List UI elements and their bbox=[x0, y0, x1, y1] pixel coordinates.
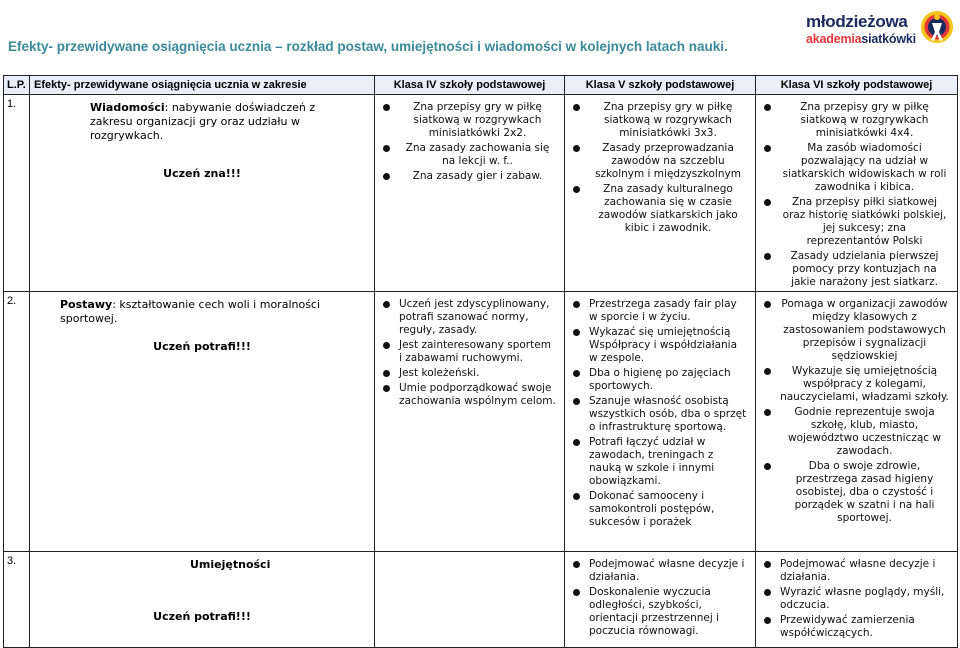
logo-line2 bbox=[806, 32, 916, 46]
table-row bbox=[4, 552, 958, 648]
list-item: Przestrzega zasady fair play w sporcie i w życiu. bbox=[589, 298, 747, 324]
class-5-cell bbox=[565, 292, 756, 552]
list-item: Podejmować własne decyzje i działania. bbox=[589, 558, 747, 584]
row-topic bbox=[30, 292, 375, 552]
class-4-cell bbox=[375, 552, 565, 648]
list-item: Zna przepisy gry w piłkę siatkową w rozgrywkach minisiatkówki 2x2. bbox=[399, 101, 556, 140]
list-item: Wyrazić własne poglądy, myśli, odczucia. bbox=[780, 586, 949, 612]
topic-description: : kształtowanie cech woli i moralności sportowej. bbox=[60, 298, 321, 325]
row-topic bbox=[30, 552, 375, 648]
uczen-label: Uczeń potrafi!!! bbox=[153, 610, 251, 623]
list-item: Zna zasady zachowania się na lekcji w. f.. bbox=[399, 142, 556, 168]
class-6-cell bbox=[756, 292, 958, 552]
table-row bbox=[4, 95, 958, 292]
list-item: Dba o higienę po zajęciach sportowych. bbox=[589, 367, 747, 393]
topic-description: : nabywanie doświadczeń z zakresu organizacji gry oraz udziału w rozgrywkach. bbox=[90, 101, 316, 142]
row-number: 2. bbox=[4, 292, 30, 552]
topic-label: Wiadomości bbox=[90, 101, 165, 114]
logo-line1: młodzieżowa bbox=[806, 12, 908, 31]
topic-label: Umiejętności bbox=[190, 558, 271, 571]
list-item: Wykazuje się umiejętnością współpracy z kolegami, nauczycielami, władzami szkoły. bbox=[780, 365, 949, 403]
list-item: Zasady udzielania pierwszej pomocy przy kontuzjach na jakie narażony jest siatkarz. bbox=[780, 250, 949, 289]
header-class-6: Klasa VI szkoły podstawowej bbox=[756, 76, 958, 95]
row-number: 3. bbox=[4, 552, 30, 648]
list-item: Dokonać samooceny i samokontroli postępów, sukcesów i porażek bbox=[589, 490, 747, 529]
list-item: Szanuje własność osobistą wszystkich osób, dba o sprzęt o infrastrukturę sportową. bbox=[589, 395, 747, 433]
list-item: Zna zasady gier i zabaw. bbox=[399, 170, 556, 183]
list-item: Przewidywać zamierzenia współćwiczących. bbox=[780, 614, 949, 640]
list-item: Umie podporządkować swoje zachowania wspólnym celom. bbox=[399, 382, 556, 407]
list-item: Wykazać się umiejętnością Współpracy i współdziałania w zespole. bbox=[589, 326, 747, 365]
class-5-cell bbox=[565, 95, 756, 292]
uczen-label: Uczeń potrafi!!! bbox=[153, 340, 251, 353]
effects-table bbox=[3, 75, 958, 648]
list-item: Uczeń jest zdyscyplinowany, potrafi szanować normy, reguły, zasady. bbox=[399, 298, 556, 337]
list-item: Doskonalenie wyczucia odległości, szybkości, orientacji przestrzennej i poczucia równowagi. bbox=[589, 586, 747, 638]
list-item: Potrafi łączyć udział w zawodach, treningach z nauką w szkole i innymi obowiązkami. bbox=[589, 436, 747, 488]
list-item: Podejmować własne decyzje i działania. bbox=[780, 558, 949, 584]
academy-logo bbox=[806, 8, 956, 52]
list-item: Zna zasady kulturalnego zachowania się w czasie zawodów siatkarskich jako kibic i zawodnik. bbox=[589, 183, 747, 235]
class-6-cell bbox=[756, 552, 958, 648]
header-topic: Efekty- przewidywane osiągnięcia ucznia w zakresie bbox=[30, 76, 375, 95]
topic-label: Postawy bbox=[60, 298, 113, 311]
class-6-cell bbox=[756, 95, 958, 292]
class-4-cell bbox=[375, 95, 565, 292]
header-row bbox=[4, 76, 958, 95]
list-item: Pomaga w organizacji zawodów między klasowych z zastosowaniem podstawowych przepisów i sygnalizacji sędziowskiej bbox=[781, 298, 948, 362]
list-item: Ma zasób wiadomości pozwalający na udział w siatkarskich widowiskach w roli zawodnika i kibica. bbox=[780, 142, 949, 194]
list-item: Godnie reprezentuje swoja szkołę, klub, miasto, województwo uczestnicząc w zawodach. bbox=[780, 406, 949, 458]
logo-line2-a: akademia bbox=[806, 32, 862, 46]
class-5-cell bbox=[565, 552, 756, 648]
list-item: Zasady przeprowadzania zawodów na szczeblu szkolnym i międzyszkolnym bbox=[589, 142, 747, 181]
list-item: Dba o swoje zdrowie, przestrzega zasad higieny osobistej, dba o czystość i porządek w szatni i na hali sportowej. bbox=[780, 460, 949, 525]
table-row bbox=[4, 292, 958, 552]
list-item: Zna przepisy gry w piłkę siatkową w rozgrywkach minisiatkówki 3x3. bbox=[589, 101, 747, 140]
row-topic bbox=[30, 95, 375, 292]
header-lp: L.P. bbox=[4, 76, 30, 95]
logo-line2-b: siatkówki bbox=[861, 32, 916, 46]
list-item: Zna przepisy gry w piłkę siatkową w rozgrywkach minisiatkówki 4x4. bbox=[780, 101, 949, 140]
list-item: Jest koleżeński. bbox=[399, 367, 556, 380]
figure-icon bbox=[920, 8, 954, 46]
row-number: 1. bbox=[4, 95, 30, 292]
list-item: Jest zainteresowany sportem i zabawami ruchowymi. bbox=[399, 339, 556, 365]
header-class-5: Klasa V szkoły podstawowej bbox=[565, 76, 756, 95]
class-4-cell bbox=[375, 292, 565, 552]
uczen-label: Uczeń zna!!! bbox=[163, 167, 241, 180]
page-title: Efekty- przewidywane osiągnięcia ucznia – rozkład postaw, umiejętności i wiadomości w kolejnych latach nauki. bbox=[8, 39, 728, 54]
list-item: Zna przepisy piłki siatkowej oraz historię siatkówki polskiej, jej sukcesy; zna reprezentantów Polski bbox=[780, 196, 949, 248]
header-class-4: Klasa IV szkoły podstawowej bbox=[375, 76, 565, 95]
